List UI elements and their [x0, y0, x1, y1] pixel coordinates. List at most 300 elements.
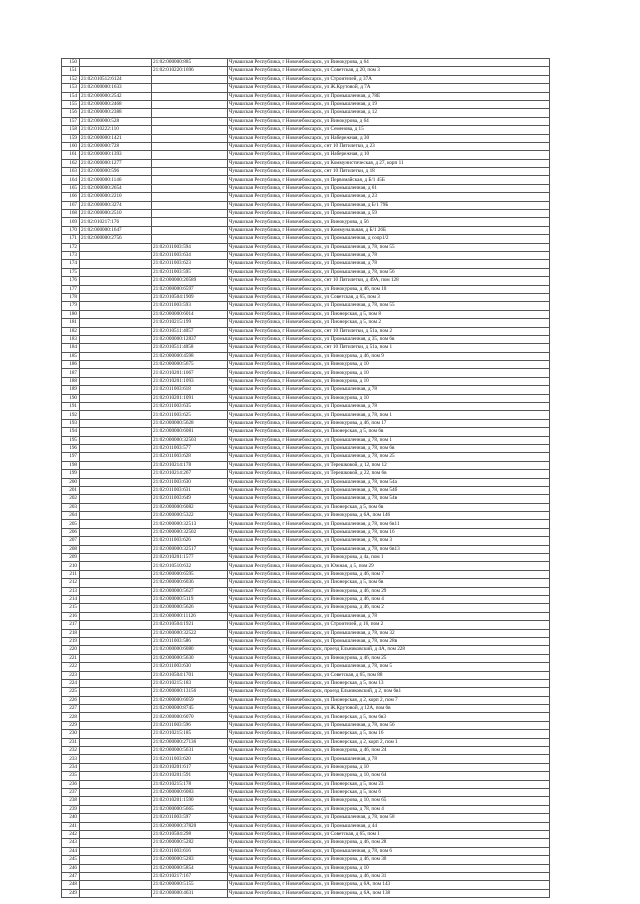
row-number-cell: 175	[62, 268, 80, 276]
address-cell: Чувашская Республика, г Новочебоксарск, ул Промышленная, д 23	[228, 193, 550, 201]
row-number-cell: 223	[62, 671, 80, 679]
premises-cadastral-number-cell: 21:02:000000:5665	[152, 805, 228, 813]
land-cadastral-number-cell	[80, 537, 152, 545]
land-cadastral-number-cell	[80, 528, 152, 536]
address-cell: Чувашская Республика, г Новочебоксарск, ул Промышленная, д 78	[228, 386, 550, 394]
address-cell: Чувашская Республика, г Новочебоксарск, ул Пионерская, д 5, пом 6	[228, 788, 550, 796]
row-number-cell: 225	[62, 688, 80, 696]
address-cell: Чувашская Республика, г Новочебоксарск, ул Промышленная, д 78, пом 6	[228, 847, 550, 855]
land-cadastral-number-cell	[80, 436, 152, 444]
premises-cadastral-number-cell: 21:02:000000:32513	[152, 520, 228, 528]
land-cadastral-number-cell	[80, 520, 152, 528]
address-cell: Чувашская Республика, г Новочебоксарск, снт 10 Пятилетки, д 23	[228, 142, 550, 150]
table-row	[62, 713, 550, 721]
table-row	[62, 100, 550, 108]
row-number-cell: 233	[62, 755, 80, 763]
premises-cadastral-number-cell: 21:02:000000:5119	[152, 596, 228, 604]
address-cell: Чувашская Республика, г Новочебоксарск, ул Винокурова, д 46, пом 28	[228, 839, 550, 847]
land-cadastral-number-cell	[80, 629, 152, 637]
premises-cadastral-number-cell	[152, 126, 228, 134]
premises-cadastral-number-cell: 21:02:000000:5675	[152, 361, 228, 369]
premises-cadastral-number-cell: 21:02:000000:5630	[152, 654, 228, 662]
premises-cadastral-number-cell: 21:02:000000:6014	[152, 310, 228, 318]
address-cell: Чувашская Республика, г Новочебоксарск, ул Строителей, д 37А	[228, 75, 550, 83]
table-row	[62, 822, 550, 830]
premises-cadastral-number-cell: 21:02:000000:11126	[152, 612, 228, 620]
table-row	[62, 403, 550, 411]
table-row	[62, 537, 550, 545]
premises-cadastral-number-cell: 21:02:011003:631	[152, 486, 228, 494]
land-cadastral-number-cell	[80, 730, 152, 738]
land-cadastral-number-cell	[80, 369, 152, 377]
row-number-cell: 230	[62, 730, 80, 738]
row-number-cell: 182	[62, 327, 80, 335]
table-row	[62, 671, 550, 679]
premises-cadastral-number-cell: 21:02:011003:616	[152, 847, 228, 855]
table-row	[62, 637, 550, 645]
land-cadastral-number-cell	[80, 889, 152, 897]
premises-cadastral-number-cell: 21:02:000000:6080	[152, 646, 228, 654]
address-cell: Чувашская Республика, г Новочебоксарск, ул Промышленная, д 61	[228, 184, 550, 192]
premises-cadastral-number-cell: 21:02:000000:27136	[152, 738, 228, 746]
table-row	[62, 84, 550, 92]
land-cadastral-number-cell	[80, 604, 152, 612]
address-cell: Чувашская Республика, г Новочебоксарск, ул Ж.Крутовой, д 7А	[228, 84, 550, 92]
table-row	[62, 218, 550, 226]
table-row	[62, 621, 550, 629]
premises-cadastral-number-cell: 21:02:010214:178	[152, 461, 228, 469]
table-row	[62, 486, 550, 494]
address-cell: Чувашская Республика, г Новочебоксарск, ул Промышленная, д соор1/2	[228, 235, 550, 243]
premises-cadastral-number-cell: 21:02:010201:1067	[152, 369, 228, 377]
address-cell: Чувашская Республика, г Новочебоксарск, ул Южная, д 5, пом 29	[228, 562, 550, 570]
table-row	[62, 285, 550, 293]
premises-cadastral-number-cell: 21:02:011003:577	[152, 444, 228, 452]
row-number-cell: 216	[62, 612, 80, 620]
row-number-cell: 248	[62, 881, 80, 889]
row-number-cell: 173	[62, 251, 80, 259]
premises-cadastral-number-cell: 21:02:011003:597	[152, 814, 228, 822]
premises-cadastral-number-cell: 21:02:011003:635	[152, 403, 228, 411]
row-number-cell: 224	[62, 679, 80, 687]
land-cadastral-number-cell: 21:02:000000:2210	[80, 193, 152, 201]
address-cell: Чувашская Республика, г Новочебоксарск, ул Промышленная, д 78, пом 6в13	[228, 545, 550, 553]
row-number-cell: 163	[62, 168, 80, 176]
address-cell: Чувашская Республика, г Новочебоксарск, ул Винокурова, д 46, пом 10	[228, 285, 550, 293]
premises-cadastral-number-cell: 21:02:011003:594	[152, 243, 228, 251]
table-row	[62, 730, 550, 738]
premises-cadastral-number-cell: 21:02:010215:178	[152, 780, 228, 788]
land-cadastral-number-cell	[80, 453, 152, 461]
premises-cadastral-number-cell: 21:02:000000:6036	[152, 579, 228, 587]
premises-cadastral-number-cell: 21:02:011003:593	[152, 302, 228, 310]
land-cadastral-number-cell: 21:02:000000:528	[80, 117, 152, 125]
land-cadastral-number-cell	[80, 554, 152, 562]
address-cell: Чувашская Республика, г Новочебоксарск, ул Промышленная, д 78, пом 56	[228, 268, 550, 276]
premises-cadastral-number-cell: 21:02:010201:1590	[152, 797, 228, 805]
row-number-cell: 202	[62, 495, 80, 503]
land-cadastral-number-cell	[80, 310, 152, 318]
premises-cadastral-number-cell: 21:02:011003:649	[152, 495, 228, 503]
row-number-cell: 161	[62, 151, 80, 159]
table-row	[62, 503, 550, 511]
premises-cadastral-number-cell: 21:02:000000:6082	[152, 503, 228, 511]
row-number-cell: 232	[62, 747, 80, 755]
land-cadastral-number-cell	[80, 864, 152, 872]
land-cadastral-number-cell: 21:02:000000:2510	[80, 210, 152, 218]
table-row	[62, 545, 550, 553]
row-number-cell: 234	[62, 763, 80, 771]
land-cadastral-number-cell	[80, 738, 152, 746]
address-cell: Чувашская Республика, г Новочебоксарск, ул Промышленная, д 78, пом 6в	[228, 444, 550, 452]
table-row	[62, 92, 550, 100]
premises-cadastral-number-cell: 21:02:000000:885	[152, 59, 228, 67]
row-number-cell: 172	[62, 243, 80, 251]
land-cadastral-number-cell	[80, 344, 152, 352]
land-cadastral-number-cell	[80, 361, 152, 369]
premises-cadastral-number-cell: 21:02:011003:634	[152, 251, 228, 259]
row-number-cell: 205	[62, 520, 80, 528]
premises-cadastral-number-cell: 21:02:000000:20589	[152, 277, 228, 285]
table-row	[62, 763, 550, 771]
premises-cadastral-number-cell	[152, 235, 228, 243]
premises-cadastral-number-cell: 21:02:000000:32503	[152, 436, 228, 444]
premises-cadastral-number-cell: 21:02:000000:5283	[152, 856, 228, 864]
address-cell: Чувашская Республика, г Новочебоксарск, ул Советская, д 65, пом 3	[228, 293, 550, 301]
premises-cadastral-number-cell: 21:02:010504:1909	[152, 293, 228, 301]
row-number-cell: 242	[62, 830, 80, 838]
address-cell: Чувашская Республика, г Новочебоксарск, ул Винокурова, д 64	[228, 117, 550, 125]
land-cadastral-number-cell	[80, 386, 152, 394]
address-cell: Чувашская Республика, г Новочебоксарск, ул Промышленная, д 78, пом 1	[228, 436, 550, 444]
land-cadastral-number-cell	[80, 302, 152, 310]
address-cell: Чувашская Республика, г Новочебоксарск, ул Советская, д 65, пом 88	[228, 671, 550, 679]
row-number-cell: 177	[62, 285, 80, 293]
row-number-cell: 235	[62, 772, 80, 780]
land-cadastral-number-cell	[80, 612, 152, 620]
table-row	[62, 847, 550, 855]
land-cadastral-number-cell	[80, 688, 152, 696]
address-cell: Чувашская Республика, г Новочебоксарск, ул Винокурова, д 46, пом 2	[228, 604, 550, 612]
land-cadastral-number-cell	[80, 444, 152, 452]
premises-cadastral-number-cell: 21:02:010510:632	[152, 562, 228, 570]
land-cadastral-number-cell	[80, 545, 152, 553]
premises-cadastral-number-cell: 21:02:000000:4598	[152, 352, 228, 360]
table-row	[62, 75, 550, 83]
table-row	[62, 604, 550, 612]
premises-cadastral-number-cell: 21:02:010511:4058	[152, 344, 228, 352]
address-cell: Чувашская Республика, г Новочебоксарск, ул Пионерская, д 5, пом 16	[228, 730, 550, 738]
land-cadastral-number-cell	[80, 881, 152, 889]
table-row	[62, 612, 550, 620]
row-number-cell: 180	[62, 310, 80, 318]
address-cell: Чувашская Республика, г Новочебоксарск, ул Промышленная, д 78, пом 5	[228, 663, 550, 671]
row-number-cell: 240	[62, 814, 80, 822]
row-number-cell: 204	[62, 512, 80, 520]
table-row	[62, 453, 550, 461]
row-number-cell: 171	[62, 235, 80, 243]
row-number-cell: 169	[62, 218, 80, 226]
premises-cadastral-number-cell	[152, 168, 228, 176]
land-cadastral-number-cell	[80, 428, 152, 436]
row-number-cell: 209	[62, 554, 80, 562]
row-number-cell: 159	[62, 134, 80, 142]
land-cadastral-number-cell	[80, 251, 152, 259]
table-row	[62, 528, 550, 536]
table-row	[62, 126, 550, 134]
address-cell: Чувашская Республика, г Новочебоксарск, ул Винокурова, д 46, пом 25	[228, 654, 550, 662]
table-row	[62, 411, 550, 419]
row-number-cell: 170	[62, 226, 80, 234]
land-cadastral-number-cell	[80, 243, 152, 251]
row-number-cell: 218	[62, 629, 80, 637]
land-cadastral-number-cell	[80, 755, 152, 763]
address-cell: Чувашская Республика, г Новочебоксарск, снт 10 Пятилетки, д 51а, пом 2	[228, 327, 550, 335]
row-number-cell: 185	[62, 352, 80, 360]
premises-cadastral-number-cell: 21:02:011003:595	[152, 268, 228, 276]
address-cell: Чувашская Республика, г Новочебоксарск, ул Винокурова, д 10	[228, 361, 550, 369]
land-cadastral-number-cell: 21:02:000000:2542	[80, 92, 152, 100]
row-number-cell: 201	[62, 486, 80, 494]
land-cadastral-number-cell	[80, 570, 152, 578]
land-cadastral-number-cell	[80, 377, 152, 385]
premises-cadastral-number-cell: 21:02:000000:6083	[152, 788, 228, 796]
row-number-cell: 181	[62, 319, 80, 327]
premises-cadastral-number-cell: 21:02:011003:623	[152, 260, 228, 268]
land-cadastral-number-cell: 21:02:000000:1633	[80, 84, 152, 92]
land-cadastral-number-cell	[80, 403, 152, 411]
land-cadastral-number-cell	[80, 59, 152, 67]
address-cell: Чувашская Республика, г Новочебоксарск, ул Промышленная, д 35, пом 6в	[228, 335, 550, 343]
row-number-cell: 244	[62, 847, 80, 855]
address-cell: Чувашская Республика, г Новочебоксарск, ул Промышленная, д 78	[228, 251, 550, 259]
row-number-cell: 195	[62, 436, 80, 444]
row-number-cell: 191	[62, 403, 80, 411]
land-cadastral-number-cell	[80, 713, 152, 721]
row-number-cell: 222	[62, 663, 80, 671]
table-row	[62, 889, 550, 897]
table-row	[62, 361, 550, 369]
land-cadastral-number-cell	[80, 579, 152, 587]
premises-cadastral-number-cell: 21:02:000000:5626	[152, 604, 228, 612]
land-cadastral-number-cell	[80, 67, 152, 75]
table-row	[62, 554, 550, 562]
premises-cadastral-number-cell: 21:02:010511:4057	[152, 327, 228, 335]
land-cadastral-number-cell	[80, 747, 152, 755]
premises-cadastral-number-cell: 21:02:000000:13156	[152, 688, 228, 696]
premises-cadastral-number-cell: 21:02:011003:618	[152, 386, 228, 394]
premises-cadastral-number-cell: 21:02:000000:32517	[152, 545, 228, 553]
row-number-cell: 214	[62, 596, 80, 604]
table-row	[62, 805, 550, 813]
row-number-cell: 246	[62, 864, 80, 872]
table-row	[62, 679, 550, 687]
table-row	[62, 377, 550, 385]
table-row	[62, 512, 550, 520]
land-cadastral-number-cell	[80, 596, 152, 604]
table-row	[62, 327, 550, 335]
premises-cadastral-number-cell	[152, 176, 228, 184]
row-number-cell: 219	[62, 637, 80, 645]
land-cadastral-number-cell: 21:02:000000:1277	[80, 159, 152, 167]
address-cell: Чувашская Республика, г Новочебоксарск, ул Винокурова, д 46, пом 31	[228, 872, 550, 880]
address-cell: Чувашская Республика, г Новочебоксарск, ул Набережная, д 10	[228, 151, 550, 159]
row-number-cell: 199	[62, 470, 80, 478]
row-number-cell: 176	[62, 277, 80, 285]
premises-cadastral-number-cell	[152, 193, 228, 201]
premises-cadastral-number-cell: 21:02:010220:1696	[152, 67, 228, 75]
address-cell: Чувашская Республика, г Новочебоксарск, ул Винокурова, д 46, пом 30	[228, 856, 550, 864]
land-cadastral-number-cell	[80, 562, 152, 570]
address-cell: Чувашская Республика, г Новочебоксарск, ул Винокурова, д 6А, пом 138	[228, 889, 550, 897]
address-cell: Чувашская Республика, г Новочебоксарск, ул Винокурова, д 4а, пом 1	[228, 554, 550, 562]
premises-cadastral-number-cell: 21:02:000000:6597	[152, 285, 228, 293]
land-cadastral-number-cell	[80, 637, 152, 645]
address-cell: Чувашская Республика, г Новочебоксарск, ул Набережная, д 30	[228, 134, 550, 142]
row-number-cell: 208	[62, 545, 80, 553]
table-row	[62, 193, 550, 201]
premises-cadastral-number-cell: 21:02:000000:5322	[152, 512, 228, 520]
address-cell: Чувашская Республика, г Новочебоксарск, ул Промышленная, д 19	[228, 100, 550, 108]
premises-cadastral-number-cell	[152, 75, 228, 83]
table-row	[62, 67, 550, 75]
premises-cadastral-number-cell: 21:02:000000:6081	[152, 428, 228, 436]
address-cell: Чувашская Республика, г Новочебоксарск, ул Винокурова, д 10	[228, 394, 550, 402]
table-row	[62, 184, 550, 192]
table-row	[62, 352, 550, 360]
address-cell: Чувашская Республика, г Новочебоксарск, ул Промышленная, д 78	[228, 755, 550, 763]
premises-cadastral-number-cell: 21:02:010504:1701	[152, 671, 228, 679]
table-row	[62, 117, 550, 125]
table-row	[62, 302, 550, 310]
premises-cadastral-number-cell: 21:02:010217:167	[152, 872, 228, 880]
row-number-cell: 247	[62, 872, 80, 880]
address-cell: Чувашская Республика, г Новочебоксарск, ул Промышленная, д 59	[228, 210, 550, 218]
address-cell: Чувашская Республика, г Новочебоксарск, ул Промышленная, д 78, пом 54в	[228, 495, 550, 503]
address-cell: Чувашская Республика, г Новочебоксарск, снт 10 Пятилетки, д 18	[228, 168, 550, 176]
premises-cadastral-number-cell: 21:02:010215:183	[152, 679, 228, 687]
row-number-cell: 153	[62, 84, 80, 92]
row-number-cell: 203	[62, 503, 80, 511]
table-row	[62, 159, 550, 167]
land-cadastral-number-cell	[80, 671, 152, 679]
premises-cadastral-number-cell: 21:02:000000:5854	[152, 864, 228, 872]
premises-cadastral-number-cell: 21:02:011003:630	[152, 478, 228, 486]
premises-cadastral-number-cell: 21:02:000000:37820	[152, 822, 228, 830]
row-number-cell: 168	[62, 210, 80, 218]
row-number-cell: 187	[62, 369, 80, 377]
row-number-cell: 227	[62, 705, 80, 713]
table-row	[62, 277, 550, 285]
address-cell: Чувашская Республика, г Новочебоксарск, ул Винокурова, д 46, пом 17	[228, 419, 550, 427]
premises-cadastral-number-cell: 21:02:000000:4631	[152, 889, 228, 897]
land-cadastral-number-cell	[80, 814, 152, 822]
table-row	[62, 134, 550, 142]
row-number-cell: 206	[62, 528, 80, 536]
land-cadastral-number-cell	[80, 663, 152, 671]
land-cadastral-number-cell	[80, 319, 152, 327]
document-page	[61, 58, 549, 898]
address-cell: Чувашская Республика, г Новочебоксарск, проезд Ельниковский, д 4А, пом 228	[228, 646, 550, 654]
land-cadastral-number-cell	[80, 705, 152, 713]
row-number-cell: 243	[62, 839, 80, 847]
address-cell: Чувашская Республика, г Новочебоксарск, ул Первомайская, д Б/1 45Б	[228, 176, 550, 184]
table-row	[62, 243, 550, 251]
row-number-cell: 229	[62, 721, 80, 729]
land-cadastral-number-cell: 21:02:000000:3274	[80, 201, 152, 209]
land-cadastral-number-cell: 21:02:000000:596	[80, 168, 152, 176]
premises-cadastral-number-cell: 21:02:011003:620	[152, 755, 228, 763]
land-cadastral-number-cell	[80, 839, 152, 847]
address-cell: Чувашская Республика, г Новочебоксарск, ул Строителей, д 16, пом 2	[228, 621, 550, 629]
address-cell: Чувашская Республика, г Новочебоксарск, ул Промышленная, д 78, пом 56	[228, 721, 550, 729]
table-row	[62, 386, 550, 394]
table-row	[62, 562, 550, 570]
table-row	[62, 268, 550, 276]
row-number-cell: 226	[62, 696, 80, 704]
land-cadastral-number-cell	[80, 486, 152, 494]
row-number-cell: 200	[62, 478, 80, 486]
row-number-cell: 239	[62, 805, 80, 813]
land-cadastral-number-cell: 21:02:000000:1146	[80, 176, 152, 184]
row-number-cell: 196	[62, 444, 80, 452]
address-cell: Чувашская Республика, г Новочебоксарск, ул Винокурова, д 6А, пом 143	[228, 881, 550, 889]
premises-cadastral-number-cell: 21:02:011003:630	[152, 663, 228, 671]
row-number-cell: 193	[62, 419, 80, 427]
row-number-cell: 188	[62, 377, 80, 385]
table-row	[62, 663, 550, 671]
land-cadastral-number-cell: 21:02:010222:110	[80, 126, 152, 134]
row-number-cell: 221	[62, 654, 80, 662]
row-number-cell: 167	[62, 201, 80, 209]
address-cell: Чувашская Республика, г Новочебоксарск, ул Пионерская, д 5, пом 6в	[228, 579, 550, 587]
table-row	[62, 394, 550, 402]
table-row	[62, 495, 550, 503]
row-number-cell: 249	[62, 889, 80, 897]
land-cadastral-number-cell	[80, 654, 152, 662]
premises-cadastral-number-cell: 21:02:010215:185	[152, 730, 228, 738]
land-cadastral-number-cell	[80, 696, 152, 704]
row-number-cell: 220	[62, 646, 80, 654]
premises-cadastral-number-cell: 21:02:011003:596	[152, 721, 228, 729]
row-number-cell: 184	[62, 344, 80, 352]
premises-cadastral-number-cell: 21:02:010201:1093	[152, 377, 228, 385]
land-cadastral-number-cell	[80, 419, 152, 427]
table-row	[62, 772, 550, 780]
table-row	[62, 235, 550, 243]
land-cadastral-number-cell: 21:02:000000:2468	[80, 100, 152, 108]
address-cell: Чувашская Республика, г Новочебоксарск, ул Коммунальная, д Б/1 26Б	[228, 226, 550, 234]
table-row	[62, 461, 550, 469]
property-table	[61, 58, 550, 898]
address-cell: Чувашская Республика, г Новочебоксарск, ул Винокурова, д 10, пом 64	[228, 772, 550, 780]
row-number-cell: 192	[62, 411, 80, 419]
row-number-cell: 189	[62, 386, 80, 394]
table-row	[62, 251, 550, 259]
land-cadastral-number-cell	[80, 335, 152, 343]
land-cadastral-number-cell	[80, 621, 152, 629]
land-cadastral-number-cell	[80, 646, 152, 654]
address-cell: Чувашская Республика, г Новочебоксарск, снт 10 Пятилетки, д 49А, пом 128	[228, 277, 550, 285]
row-number-cell: 165	[62, 184, 80, 192]
table-row	[62, 436, 550, 444]
address-cell: Чувашская Республика, г Новочебоксарск, ул Промышленная, д 12	[228, 109, 550, 117]
address-cell: Чувашская Республика, г Новочебоксарск, ул Винокурова, д 46, пом 7	[228, 570, 550, 578]
row-number-cell: 174	[62, 260, 80, 268]
premises-cadastral-number-cell: 21:02:000000:32522	[152, 629, 228, 637]
row-number-cell: 164	[62, 176, 80, 184]
land-cadastral-number-cell	[80, 411, 152, 419]
